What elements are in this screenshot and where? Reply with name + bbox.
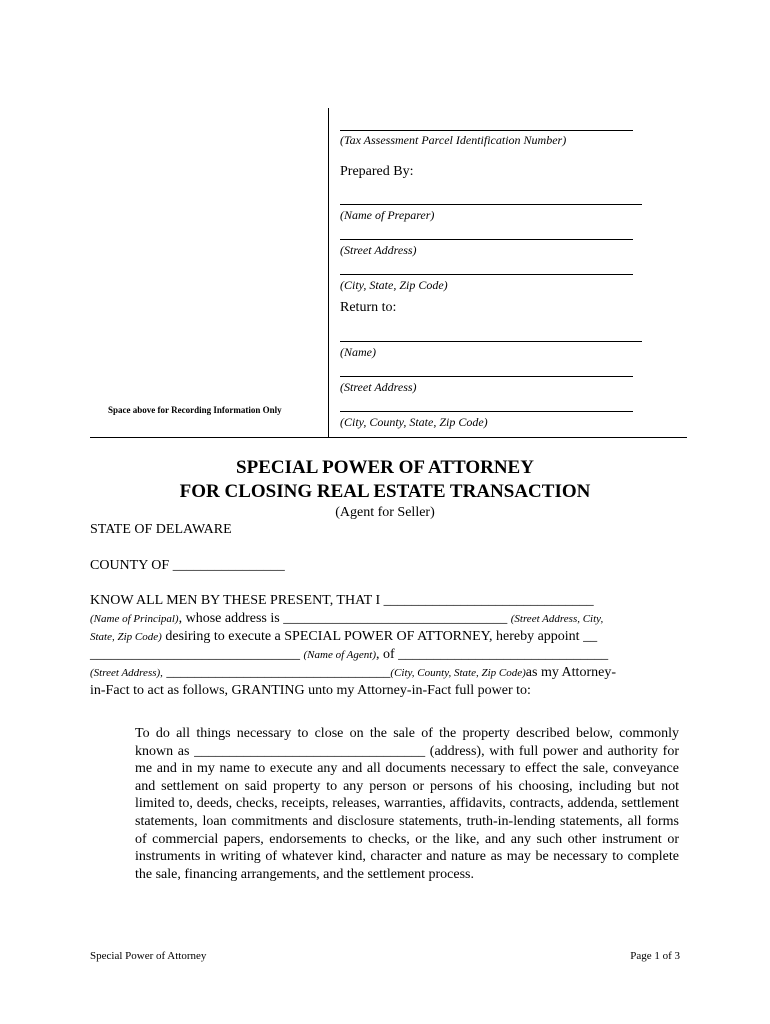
- parcel-id-line[interactable]: [340, 130, 633, 131]
- parcel-id-label: (Tax Assessment Parcel Identification Number): [340, 133, 567, 147]
- agent-city-blank: ________________________________: [162, 665, 391, 680]
- principal-line[interactable]: [90, 611, 603, 627]
- recording-space-note: Space above for Recording Information Only: [108, 405, 282, 415]
- principal-name-label: (Name of Principal): [90, 613, 179, 625]
- powers-paragraph: To do all things necessary to close on the sale of the property described below, commonly known as _________________________________ (address), with full power and authority for me and in my name to execute any and all documents necessary to effect the sale, conveyance and settlement on said property to any person or persons of his choosing, including but not limited to, deeds, checks, receipts, releases, warranties, affidavits, contracts, addenda, settlement statements, loan commitments and disclosure statements, truth-in-lending statements, all forms of commercial papers, endorsements to checks, or the like, and any such other instrument or instruments in writing of whatever kind, character and nature as may be necessary to complete the sale, financing arrangements, and the settlement process.: [135, 726, 679, 882]
- preparer-name-line[interactable]: [340, 204, 642, 205]
- principal-zip-label: State, Zip Code): [90, 631, 162, 643]
- return-city-line[interactable]: [340, 411, 633, 412]
- footer-page-number: Page 1 of 3: [630, 950, 680, 962]
- attorney-text: as my Attorney-: [525, 665, 616, 680]
- county-line[interactable]: [90, 558, 285, 574]
- document-title-line2: FOR CLOSING REAL ESTATE TRANSACTION: [179, 481, 591, 502]
- preparer-name-label: (Name of Preparer): [340, 208, 435, 222]
- county-text: COUNTY OF ________________: [90, 558, 285, 573]
- agent-street-label: (Street Address),: [90, 667, 163, 679]
- document-title-line1: SPECIAL POWER OF ATTORNEY: [236, 457, 534, 478]
- agent-city-label: (City, County, State, Zip Code): [390, 667, 526, 679]
- agent-name-blank: ______________________________: [90, 647, 304, 662]
- prepared-by-heading: Prepared By:: [340, 164, 414, 179]
- return-city-label: (City, County, State, Zip Code): [340, 415, 488, 429]
- return-name-line[interactable]: [340, 341, 642, 342]
- agent-of-text: , of ______________________________: [376, 647, 609, 662]
- return-name-label: (Name): [340, 345, 376, 359]
- appoint-line[interactable]: [90, 629, 597, 645]
- principal-address-label: (Street Address, City,: [510, 613, 604, 625]
- principal-address-text: , whose address is ________________________________: [178, 611, 511, 626]
- preparer-city-line[interactable]: [340, 274, 633, 275]
- footer-document-name: Special Power of Attorney: [90, 950, 207, 962]
- return-street-line[interactable]: [340, 376, 633, 377]
- agent-line[interactable]: [90, 647, 608, 663]
- return-street-label: (Street Address): [340, 380, 417, 394]
- appoint-text: desiring to execute a SPECIAL POWER OF ATTORNEY, hereby appoint __: [161, 629, 598, 644]
- agent-address-line[interactable]: [90, 665, 616, 681]
- preparer-city-label: (City, State, Zip Code): [340, 278, 448, 292]
- preparer-street-label: (Street Address): [340, 243, 417, 257]
- header-divider-vertical: [328, 108, 329, 438]
- header-divider-horizontal: [90, 437, 687, 438]
- document-subtitle: (Agent for Seller): [335, 505, 435, 520]
- know-all-line[interactable]: [90, 593, 594, 609]
- return-to-heading: Return to:: [340, 300, 397, 315]
- preparer-street-line[interactable]: [340, 239, 633, 240]
- granting-line: in-Fact to act as follows, GRANTING unto my Attorney-in-Fact full power to:: [90, 683, 531, 698]
- agent-name-label: (Name of Agent): [303, 649, 377, 661]
- know-all-text: KNOW ALL MEN BY THESE PRESENT, THAT I ______________________________: [90, 593, 594, 608]
- state-line: STATE OF DELAWARE: [90, 522, 232, 537]
